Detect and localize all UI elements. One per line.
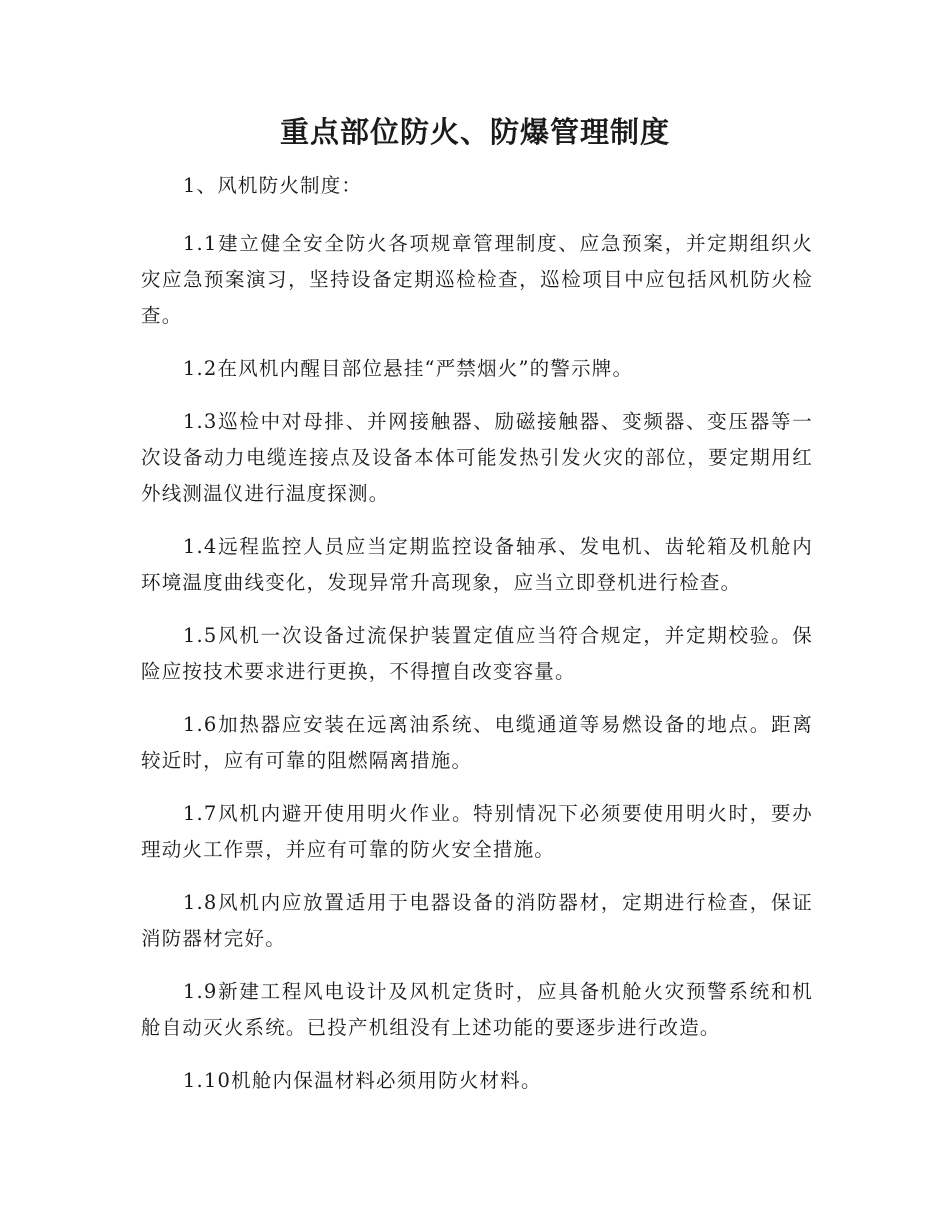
paragraph-1-9: 1.9新建工程风电设计及风机定货时，应具备机舱火灾预警系统和机舱自动灭火系统。已投产机组没有上述功能的要逐步进行改造。 (141, 980, 813, 1039)
paragraph-1-8: 1.8风机内应放置适用于电器设备的消防器材，定期进行检查，保证消防器材完好。 (141, 891, 813, 950)
document-body (141, 168, 813, 1116)
paragraph-1-2: 1.2在风机内醒目部位悬挂“严禁烟火”的警示牌。 (182, 357, 634, 380)
paragraph-1-1: 1.1建立健全安全防火各项规章管理制度、应急预案，并定期组织火灾应急预案演习，坚持设备定期巡检检查，巡检项目中应包括风机防火检查。 (141, 232, 813, 327)
paragraph-1-7: 1.7风机内避开使用明火作业。特别情况下必须要使用明火时，要办理动火工作票，并应有可靠的防火安全措施。 (141, 802, 813, 861)
paragraph-1-5: 1.5风机一次设备过流保护装置定值应当符合规定，并定期校验。保险应按技术要求进行更换，不得擅自改变容量。 (141, 624, 813, 683)
paragraph-1-10: 1.10机舱内保温材料必须用防火材料。 (182, 1069, 542, 1092)
section-heading: 1、风机防火制度： (182, 174, 363, 197)
document-title: 重点部位防火、防爆管理制度 (279, 115, 670, 149)
paragraph-1-3: 1.3巡检中对母排、并网接触器、励磁接触器、变频器、变压器等一次设备动力电缆连接点及设备本体可能发热引发火灾的部位，要定期用红外线测温仪进行温度探测。 (141, 410, 813, 505)
paragraph-1-6: 1.6加热器应安装在远离油系统、电缆通道等易燃设备的地点。距离较近时，应有可靠的阻燃隔离措施。 (141, 713, 813, 772)
paragraph-1-4: 1.4远程监控人员应当定期监控设备轴承、发电机、齿轮箱及机舱内环境温度曲线变化，发现异常升高现象，应当立即登机进行检查。 (141, 535, 813, 594)
